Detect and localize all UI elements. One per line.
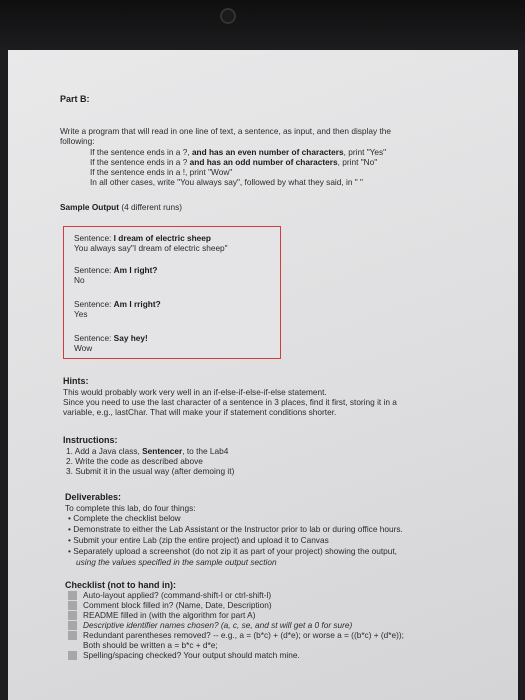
rule-4: In all other cases, write "You always say", followed by what they said, in " " [90, 177, 363, 187]
deliverable-item-1: • Complete the checklist below [68, 513, 181, 523]
run-3-output: Yes [74, 309, 88, 319]
sample-output-heading: Sample Output (4 different runs) [60, 202, 183, 212]
checklist-item-2: Comment block filled in? (Name, Date, Description) [83, 600, 272, 610]
hints-line-3: variable, e.g., lastChar. That will make your if statement conditions shorter. [63, 407, 337, 417]
deliverable-item-3: • Submit your entire Lab (zip the entire project) and upload it to Canvas [68, 535, 329, 545]
part-title: Part B: [60, 94, 90, 104]
checklist-checkbox-6[interactable] [68, 651, 77, 660]
checklist-checkbox-1[interactable] [68, 591, 77, 600]
checklist-item-5-continuation: Both should be written a = b*c + d*e; [83, 640, 218, 650]
checklist-checkbox-5[interactable] [68, 631, 77, 640]
deliverable-continuation: using the values specified in the sample output section [76, 557, 277, 567]
deliverable-item-4: • Separately upload a screenshot (do not zip it as part of your project) showing the output, [68, 546, 397, 556]
rule-1: If the sentence ends in a ?, and has an even number of characters, print "Yes" [90, 147, 387, 157]
sample-output-box [63, 226, 281, 359]
deliverable-item-2: • Demonstrate to either the Lab Assistant or the Instructor prior to lab or during office hours. [68, 524, 403, 534]
hints-line-2: Since you need to use the last character of a sentence in 3 places, find it first, storing it in a [63, 397, 397, 407]
instruction-item-3: 3. Submit it in the usual way (after demoing it) [66, 466, 235, 476]
checklist-title: Checklist (not to hand in): [65, 580, 176, 590]
device-top-bezel [0, 0, 525, 50]
document-page [8, 50, 518, 700]
instructions-title: Instructions: [63, 435, 118, 445]
instruction-item-2: 2. Write the code as described above [66, 456, 203, 466]
intro-line-2: following: [60, 136, 95, 146]
rule-3: If the sentence ends in a !, print "Wow" [90, 167, 233, 177]
run-1-sentence: Sentence: I dream of electric sheep [74, 233, 211, 243]
deliverables-title: Deliverables: [65, 492, 122, 502]
run-2-sentence: Sentence: Am I right? [74, 265, 158, 275]
checklist-checkbox-3[interactable] [68, 611, 77, 620]
checklist-item-5: Redundant parentheses removed? -- e.g., a = (b*c) + (d*e); or worse a = ((b*c) + (d*e)); [83, 630, 404, 640]
run-4-output: Wow [74, 343, 93, 353]
run-3-sentence: Sentence: Am I rright? [74, 299, 161, 309]
checklist-item-4: Descriptive identifier names chosen? (a, c, se, and st will get a 0 for sure) [83, 620, 353, 630]
checklist-item-3: README filled in (with the algorithm for part A) [83, 610, 256, 620]
checklist-checkbox-4[interactable] [68, 621, 77, 630]
instruction-item-1: 1. Add a Java class, Sentencer, to the Lab4 [66, 446, 229, 456]
camera-icon [220, 8, 236, 24]
checklist-checkbox-2[interactable] [68, 601, 77, 610]
run-4-sentence: Sentence: Say hey! [74, 333, 148, 343]
document-content [8, 50, 518, 700]
rule-2: If the sentence ends in a ? and has an odd number of characters, print "No" [90, 157, 378, 167]
checklist-item-1: Auto-layout applied? (command-shift-l or ctrl-shift-l) [83, 590, 272, 600]
intro-line-1: Write a program that will read in one line of text, a sentence, as input, and then display the [60, 126, 391, 136]
hints-title: Hints: [63, 376, 89, 386]
hints-line-1: This would probably work very well in an if-else-if-else-if-else statement. [63, 387, 327, 397]
run-2-output: No [74, 275, 85, 285]
deliverables-intro: To complete this lab, do four things: [65, 503, 196, 513]
checklist-item-6: Spelling/spacing checked? Your output should match mine. [83, 650, 300, 660]
run-1-output: You always say"I dream of electric sheep" [74, 243, 228, 253]
